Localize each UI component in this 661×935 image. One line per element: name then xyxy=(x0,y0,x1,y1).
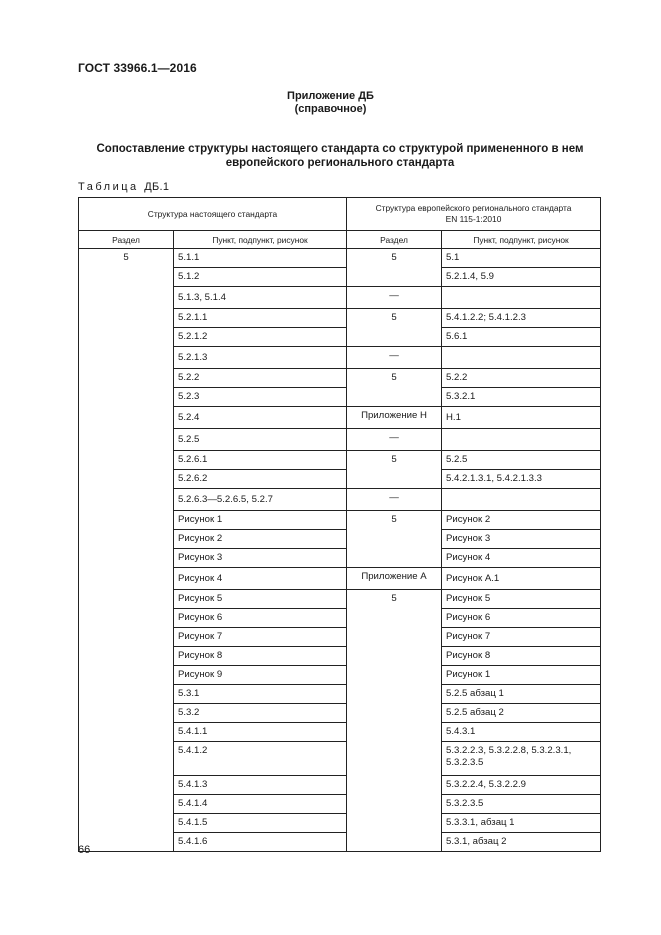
right-section-cell: 5 xyxy=(347,511,442,568)
left-item-cell: 5.2.6.1 xyxy=(174,451,347,470)
table-group-header-row xyxy=(79,198,601,231)
title-line-2: европейского регионального стандарта xyxy=(225,157,455,169)
column-header-items-right: Пункт, подпункт, рисунок xyxy=(442,231,601,249)
right-section-cell: — xyxy=(347,287,442,309)
left-item-cell: Рисунок 1 xyxy=(174,511,347,530)
left-item-cell: 5.2.1.3 xyxy=(174,347,347,369)
document-title xyxy=(80,142,600,170)
left-item-cell: 5.4.1.3 xyxy=(174,776,347,795)
left-item-cell: 5.4.1.4 xyxy=(174,795,347,814)
left-item-cell: 5.3.2 xyxy=(174,704,347,723)
right-item-cell: 5.2.5 xyxy=(442,451,601,470)
right-item-cell: 5.1 xyxy=(442,249,601,268)
table-column-header-row xyxy=(79,231,601,249)
right-item-cell: 5.2.5 абзац 2 xyxy=(442,704,601,723)
group-header-right xyxy=(347,198,601,231)
title-line-1: Сопоставление структуры настоящего стандарта со структурой примененного в нем xyxy=(96,143,584,155)
left-item-cell: Рисунок 3 xyxy=(174,549,347,568)
right-item-cell xyxy=(442,287,601,309)
left-item-cell: 5.2.1.1 xyxy=(174,309,347,328)
right-section-cell: Приложение H xyxy=(347,407,442,429)
document-code: ГОСТ 33966.1—2016 xyxy=(78,61,197,75)
left-item-cell: 5.1.1 xyxy=(174,249,347,268)
left-item-cell: Рисунок 7 xyxy=(174,628,347,647)
right-item-cell: Рисунок 2 xyxy=(442,511,601,530)
left-item-cell: 5.1.3, 5.1.4 xyxy=(174,287,347,309)
right-item-cell: 5.3.3.1, абзац 1 xyxy=(442,814,601,833)
left-item-cell: 5.2.6.2 xyxy=(174,470,347,489)
right-item-cell: H.1 xyxy=(442,407,601,429)
appendix-subtitle: (справочное) xyxy=(294,103,367,115)
right-item-cell: 5.2.1.4, 5.9 xyxy=(442,268,601,287)
right-item-cell: 5.3.1, абзац 2 xyxy=(442,833,601,852)
right-section-cell: 5 xyxy=(347,249,442,287)
right-item-cell xyxy=(442,489,601,511)
right-item-cell: 5.3.2.3.5 xyxy=(442,795,601,814)
left-item-cell: 5.2.6.3—5.2.6.5, 5.2.7 xyxy=(174,489,347,511)
right-item-cell: 5.4.1.2.2; 5.4.1.2.3 xyxy=(442,309,601,328)
left-item-cell: Рисунок 5 xyxy=(174,590,347,609)
table-caption-number: ДБ.1 xyxy=(144,181,170,193)
right-item-cell: Рисунок 6 xyxy=(442,609,601,628)
group-header-left: Структура настоящего стандарта xyxy=(79,198,347,231)
right-item-cell: 5.6.1 xyxy=(442,328,601,347)
column-header-section-left: Раздел xyxy=(79,231,174,249)
right-section-cell: — xyxy=(347,489,442,511)
left-section-cell: 5 xyxy=(79,249,174,852)
table-caption xyxy=(78,181,169,193)
left-item-cell: Рисунок 4 xyxy=(174,568,347,590)
left-item-cell: Рисунок 6 xyxy=(174,609,347,628)
column-header-items-left: Пункт, подпункт, рисунок xyxy=(174,231,347,249)
left-item-cell: 5.2.4 xyxy=(174,407,347,429)
right-section-cell: — xyxy=(347,429,442,451)
right-item-cell: 5.2.5 абзац 1 xyxy=(442,685,601,704)
right-item-cell: 5.4.2.1.3.1, 5.4.2.1.3.3 xyxy=(442,470,601,489)
left-item-cell: Рисунок 9 xyxy=(174,666,347,685)
right-section-cell: Приложение A xyxy=(347,568,442,590)
right-item-cell: 5.3.2.2.4, 5.3.2.2.9 xyxy=(442,776,601,795)
right-item-cell: Рисунок 7 xyxy=(442,628,601,647)
left-item-cell: 5.2.2 xyxy=(174,369,347,388)
left-item-cell: Рисунок 2 xyxy=(174,530,347,549)
left-item-cell: 5.4.1.6 xyxy=(174,833,347,852)
right-item-cell xyxy=(442,347,601,369)
appendix-title: Приложение ДБ xyxy=(287,90,374,102)
right-item-cell: Рисунок 4 xyxy=(442,549,601,568)
left-item-cell: 5.2.3 xyxy=(174,388,347,407)
right-item-cell: 5.3.2.2.3, 5.3.2.2.8, 5.3.2.3.1, 5.3.2.3.5 xyxy=(442,742,601,776)
table-row xyxy=(79,249,601,268)
page-number: 66 xyxy=(78,844,91,856)
right-section-cell: 5 xyxy=(347,369,442,407)
left-item-cell: Рисунок 8 xyxy=(174,647,347,666)
left-item-cell: 5.2.1.2 xyxy=(174,328,347,347)
right-section-cell: — xyxy=(347,347,442,369)
right-item-cell: Рисунок 8 xyxy=(442,647,601,666)
right-section-cell: 5 xyxy=(347,309,442,347)
left-item-cell: 5.1.2 xyxy=(174,268,347,287)
group-header-right-line-2: EN 115-1:2010 xyxy=(445,214,502,224)
left-item-cell: 5.4.1.1 xyxy=(174,723,347,742)
right-item-cell: Рисунок A.1 xyxy=(442,568,601,590)
group-header-right-line-1: Структура европейского регионального стандарта xyxy=(375,203,572,213)
right-item-cell: 5.4.3.1 xyxy=(442,723,601,742)
left-item-cell: 5.4.1.5 xyxy=(174,814,347,833)
right-item-cell: 5.2.2 xyxy=(442,369,601,388)
right-item-cell xyxy=(442,429,601,451)
right-item-cell: Рисунок 1 xyxy=(442,666,601,685)
right-item-cell: Рисунок 5 xyxy=(442,590,601,609)
left-item-cell: 5.4.1.2 xyxy=(174,742,347,776)
right-section-cell: 5 xyxy=(347,451,442,489)
right-item-cell: Рисунок 3 xyxy=(442,530,601,549)
right-item-cell: 5.3.2.1 xyxy=(442,388,601,407)
comparison-table xyxy=(78,197,601,852)
right-section-cell: 5 xyxy=(347,590,442,852)
appendix-heading xyxy=(0,90,661,116)
left-item-cell: 5.2.5 xyxy=(174,429,347,451)
column-header-section-right: Раздел xyxy=(347,231,442,249)
table-caption-label: Таблица xyxy=(78,181,139,193)
left-item-cell: 5.3.1 xyxy=(174,685,347,704)
